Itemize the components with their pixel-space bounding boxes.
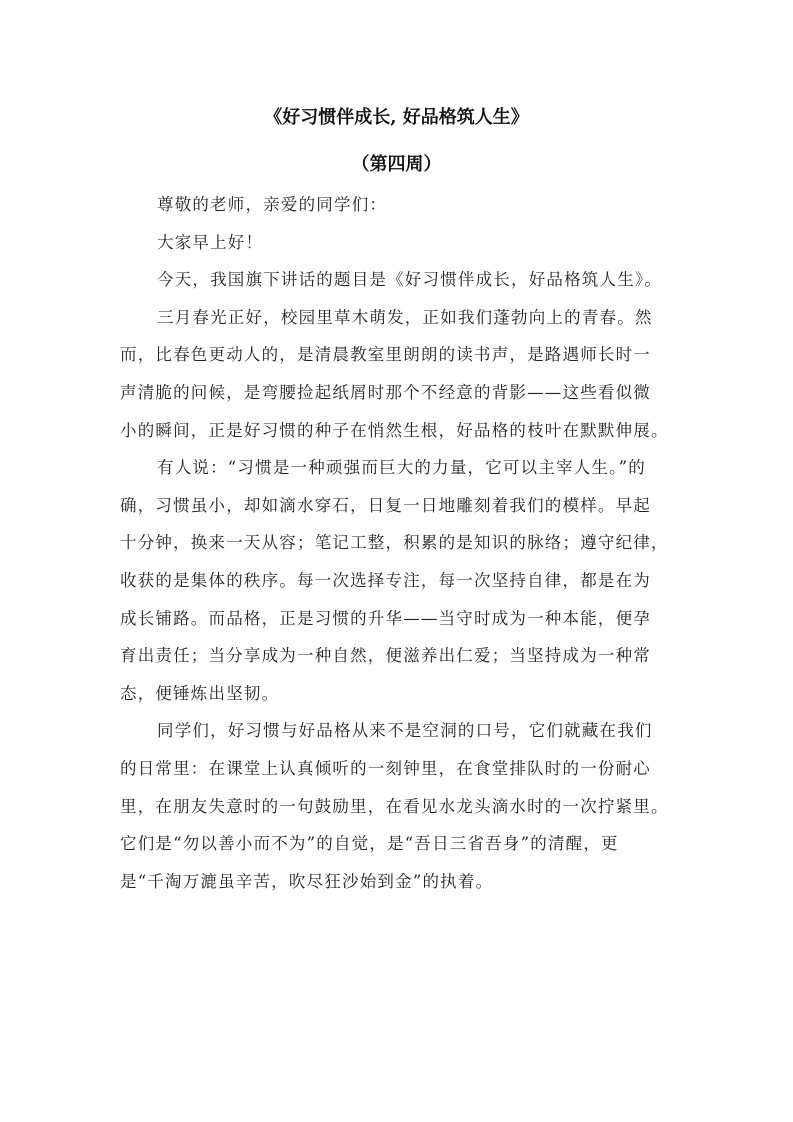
document-body [120,186,675,900]
text-line: 收获的是集体的秩序。每一次选择专注，每一次坚持自律，都是在为 [120,570,651,590]
text-line: 的日常里：在课堂上认真倾听的一刻钟里，在食堂排队时的一份耐心 [120,758,651,778]
text-line: 有人说：“习惯是一种顽强而巨大的力量，它可以主宰人生。”的 [157,458,646,478]
text-line: 同学们，好习惯与好品格从来不是空洞的口号，它们就藏在我们 [157,721,653,741]
text-line: 大家早上好！ [157,232,264,252]
document-subtitle: （第四周） [351,154,442,175]
text-line: 是“千淘万漉虽辛苦，吹尽狂沙始到金”的执着。 [120,871,494,891]
text-line: 它们是“勿以善小而不为”的自觉，是“吾日三省吾身”的清醒，更 [120,834,619,854]
text-line: 态，便锤炼出坚韧。 [120,683,280,703]
text-line: 声清脆的问候，是弯腰捡起纸屑时那个不经意的背影——这些看似微 [120,382,651,402]
text-line: 尊敬的老师，亲爱的同学们： [157,195,388,214]
text-line: 今天，我国旗下讲话的题目是《好习惯伴成长，好品格筑人生》。 [157,270,663,290]
text-line: 小的瞬间，正是好习惯的种子在悄然生根，好品格的枝叶在默默伸展。 [120,420,669,440]
text-line: 十分钟，换来一天从容；笔记工整，积累的是知识的脉络；遵守纪律， [120,533,669,553]
text-line: 三月春光正好，校园里草木萌发，正如我们蓬勃向上的青春。然 [157,307,653,327]
text-line: 确，习惯虽小，却如滴水穿石，日复一日地雕刻着我们的模样。早起 [120,495,651,515]
document-title: 《好习惯伴成长, 好品格筑人生》 [264,107,529,128]
text-line: 育出责任；当分享成为一种自然，便滋养出仁爱；当坚持成为一种常 [120,646,651,666]
text-line: 里，在朋友失意时的一句鼓励里，在看见水龙头滴水时的一次拧紧里。 [120,796,669,816]
text-line: 成长铺路。而品格，正是习惯的升华——当守时成为一种本能，便孕 [120,608,651,628]
text-line: 而，比春色更动人的，是清晨教室里朗朗的读书声，是路遇师长时一 [120,345,651,365]
